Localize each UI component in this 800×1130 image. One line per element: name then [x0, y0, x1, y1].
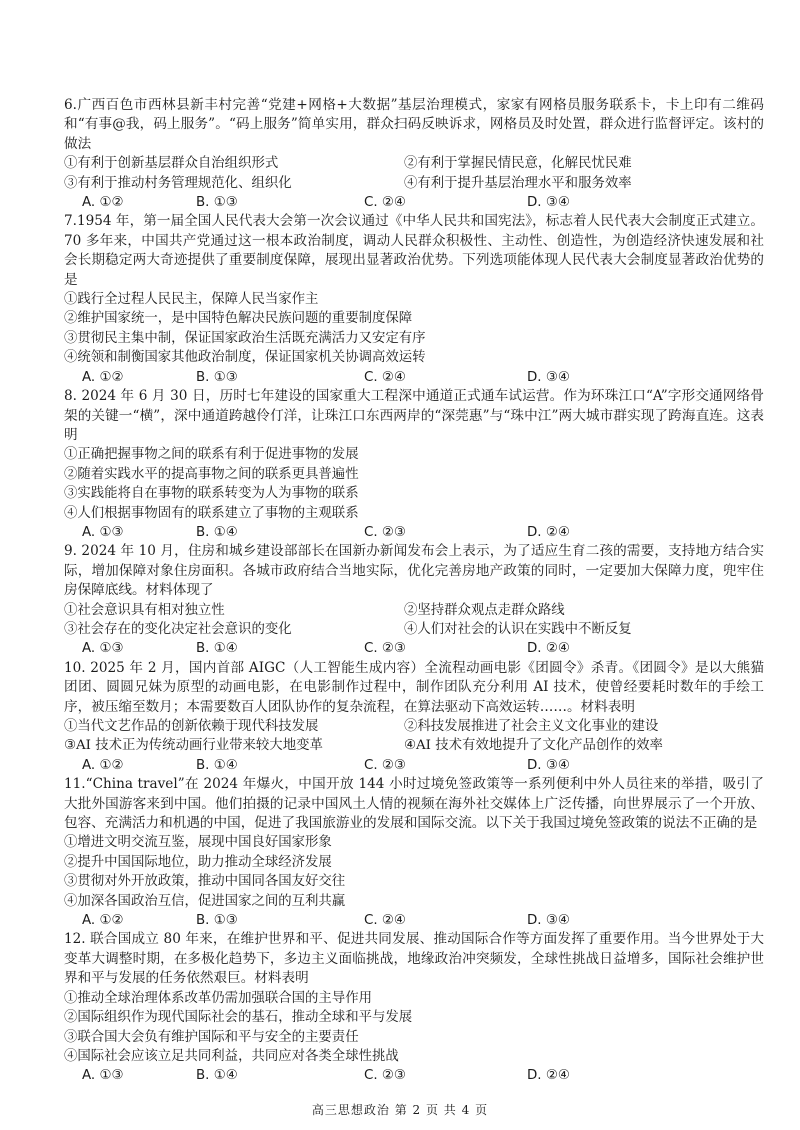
option-1: ①有利于创新基层群众自治组织形式: [64, 156, 279, 172]
choice-b: B. ①③: [196, 195, 238, 211]
option-4: ④人们对社会的认识在实践中不断反复: [404, 621, 632, 637]
choice-a: A. ①③: [82, 1068, 124, 1084]
question-stem: 6.广西百色市西林县新丰村完善“党建+网格+大数据”基层治理模式，家家有网格员服务联系卡，卡上印有二维码和“有事@我，码上服务”。“码上服务”简单实用，群众扫码反映诉求，网格员及时处置，群众进行监督评定。该村的做法: [64, 97, 764, 152]
answer-choices: [64, 911, 764, 930]
option-4: ④有利于提升基层治理水平和服务效率: [404, 175, 632, 191]
answer-choices: [64, 193, 764, 212]
choice-c: C. ②④: [364, 369, 406, 385]
choice-d: D. ③④: [527, 195, 570, 211]
option-2: ②维护国家统一，是中国特色解决民族问题的重要制度保障: [64, 311, 413, 327]
option-4: ④人们根据事物固有的联系建立了事物的主观联系: [64, 505, 359, 521]
choice-a: A. ①②: [82, 913, 124, 929]
question-stem: 8. 2024 年 6 月 30 日，历时七年建设的国家重大工程深中通道正式通车试运营。作为环珠江口“A”字形交通网络骨架的关键一“横”，深中通道跨越伶仃洋，让珠江口东西两岸的“深莞惠”与“珠中江”两大城市群实现了跨海直连。这表明: [64, 388, 764, 443]
choice-a: A. ①②: [82, 195, 124, 211]
option-1: ①正确把握事物之间的联系有利于促进事物的发展: [64, 447, 359, 463]
answer-choices: [64, 639, 764, 658]
option-list: [64, 833, 764, 911]
option-2: ②坚持群众观点走群众路线: [404, 602, 565, 618]
choice-c: C. ②③: [364, 757, 406, 773]
choice-a: A. ①②: [82, 757, 124, 773]
choice-a: A. ①③: [82, 524, 124, 540]
choice-c: C. ②④: [364, 913, 406, 929]
option-list: [64, 601, 764, 640]
option-4: ④加深各国政治互信，促进国家之间的互利共赢: [64, 893, 346, 909]
choice-b: B. ①③: [196, 369, 238, 385]
option-1: ①当代文艺作品的创新依赖于现代科技发展: [64, 719, 319, 734]
page-footer: 高三思想政治 第 2 页 共 4 页: [311, 1103, 489, 1117]
option-3: ③实践能将自在事物的联系转变为人为事物的联系: [64, 486, 359, 502]
exam-page: [64, 96, 764, 1086]
choice-d: D. ②④: [527, 524, 570, 540]
question-9: [64, 542, 764, 658]
option-list: [64, 989, 764, 1067]
choice-d: D. ③④: [527, 369, 570, 385]
choice-a: A. ①③: [82, 641, 124, 657]
choice-c: C. ②③: [364, 524, 406, 540]
question-7: [64, 212, 764, 387]
option-4: ④统领和制衡国家其他政治制度，保证国家机关协调高效运转: [64, 350, 426, 366]
question-11: [64, 775, 764, 930]
option-list: [64, 445, 764, 523]
option-list: [64, 290, 764, 368]
option-1: ①践行全过程人民民主，保障人民当家作主: [64, 292, 319, 308]
option-3: ③联合国大会负有维护国际和平与安全的主要责任: [64, 1029, 359, 1045]
choice-c: C. ②③: [364, 1068, 406, 1084]
option-1: ①增进文明交流互鉴，展现中国良好国家形象: [64, 835, 332, 851]
option-4: ④AI 技术有效地提升了文化产品创作的效率: [404, 738, 663, 754]
option-2: ②提升中国国际地位，助力推动全球经济发展: [64, 854, 332, 870]
option-list: [64, 717, 764, 756]
option-3: ③有利于推动村务管理规范化、组织化: [64, 175, 292, 191]
option-3: ③AI 技术正为传统动画行业带来较大地变革: [64, 738, 323, 754]
option-2: ②随着实践水平的提高事物之间的联系更具普遍性: [64, 466, 359, 482]
question-stem: 10. 2025 年 2 月，国内首部 AIGC（人工智能生成内容）全流程动画电影《团圆令》杀青。《团圆令》是以大熊猫团团、圆圆兄妹为原型的动画电影，在电影制作过程中，制作团队充分利用 AI 技术，使曾经要耗时数年的手绘工序，被压缩至数月；本需要数百人团队协作的复杂流程，在算法驱动下高效运转……。材料表明: [64, 659, 764, 715]
choice-d: D. ③④: [527, 913, 570, 929]
option-2: ②国际组织作为现代国际社会的基石，推动全球和平与发展: [64, 1010, 413, 1026]
choice-b: B. ①③: [196, 913, 238, 929]
option-3: ③社会存在的变化决定社会意识的变化: [64, 621, 292, 637]
choice-c: C. ②③: [364, 641, 406, 657]
option-3: ③贯彻民主集中制，保证国家政治生活既充满活力又安定有序: [64, 330, 426, 346]
question-6: [64, 96, 764, 212]
answer-choices: [64, 1066, 764, 1085]
question-12: [64, 930, 764, 1085]
question-stem: 7.1954 年，第一届全国人民代表大会第一次会议通过《中华人民共和国宪法》，标志着人民代表大会制度正式建立。70 多年来，中国共产党通过这一根本政治制度，调动人民群众积极性、主动性、创造性，为创造经济快速发展和社会长期稳定两大奇迹提供了重要制度保障，展现出显著政治优势。下列选项能体现人民代表大会制度显著政治优势的是: [64, 213, 764, 288]
question-10: [64, 659, 764, 775]
choice-b: B. ①④: [196, 757, 238, 773]
question-stem: 12. 联合国成立 80 年来，在维护世界和平、促进共同发展、推动国际合作等方面发挥了重要作用。当今世界处于大变革大调整时期，在多极化趋势下，多边主义面临挑战，地缘政治冲突频发，全球性挑战日益增多，国际社会维护世界和平与发展的任务依然艰巨。材料表明: [64, 931, 764, 987]
answer-choices: [64, 523, 764, 542]
question-stem: 11.“China travel”在 2024 年爆火，中国开放 144 小时过境免签政策等一系列便利中外人员往来的举措，吸引了大批外国游客来到中国。他们拍摄的记录中国风土人情的视频在海外社交媒体上广泛传播，向世界展示了一个开放、包容、充满活力和机遇的中国，促进了我国旅游业的发展和国际交流。以下关于我国过境免签政策的说法不正确的是: [64, 776, 764, 832]
choice-d: D. ②④: [527, 1068, 570, 1084]
choice-d: D. ③④: [527, 757, 570, 773]
option-list: [64, 154, 764, 193]
choice-b: B. ①④: [196, 1068, 238, 1084]
option-1: ①社会意识具有相对独立性: [64, 602, 225, 618]
question-stem: 9. 2024 年 10 月，住房和城乡建设部部长在国新办新闻发布会上表示，为了适应生育二孩的需要，支持地方结合实际，增加保障对象住房面积。各城市政府结合当地实际，优化完善房地产政策的同时，一定要加大保障力度，兜牢住房保障底线。材料体现了: [64, 543, 764, 599]
answer-choices: [64, 368, 764, 387]
choice-d: D. ②④: [527, 641, 570, 657]
answer-choices: [64, 756, 764, 775]
option-2: ②有利于掌握民情民意，化解民忧民难: [404, 156, 632, 172]
choice-b: B. ①④: [196, 524, 238, 540]
option-3: ③贯彻对外开放政策，推动中国同各国友好交往: [64, 874, 346, 890]
question-8: [64, 387, 764, 542]
choice-c: C. ②④: [364, 195, 406, 211]
option-2: ②科技发展推进了社会主义文化事业的建设: [404, 719, 659, 734]
option-4: ④国际社会应该立足共同利益，共同应对各类全球性挑战: [64, 1048, 399, 1064]
choice-a: A. ①②: [82, 369, 124, 385]
choice-b: B. ①④: [196, 641, 238, 657]
option-1: ①推动全球治理体系改革仍需加强联合国的主导作用: [64, 990, 372, 1006]
